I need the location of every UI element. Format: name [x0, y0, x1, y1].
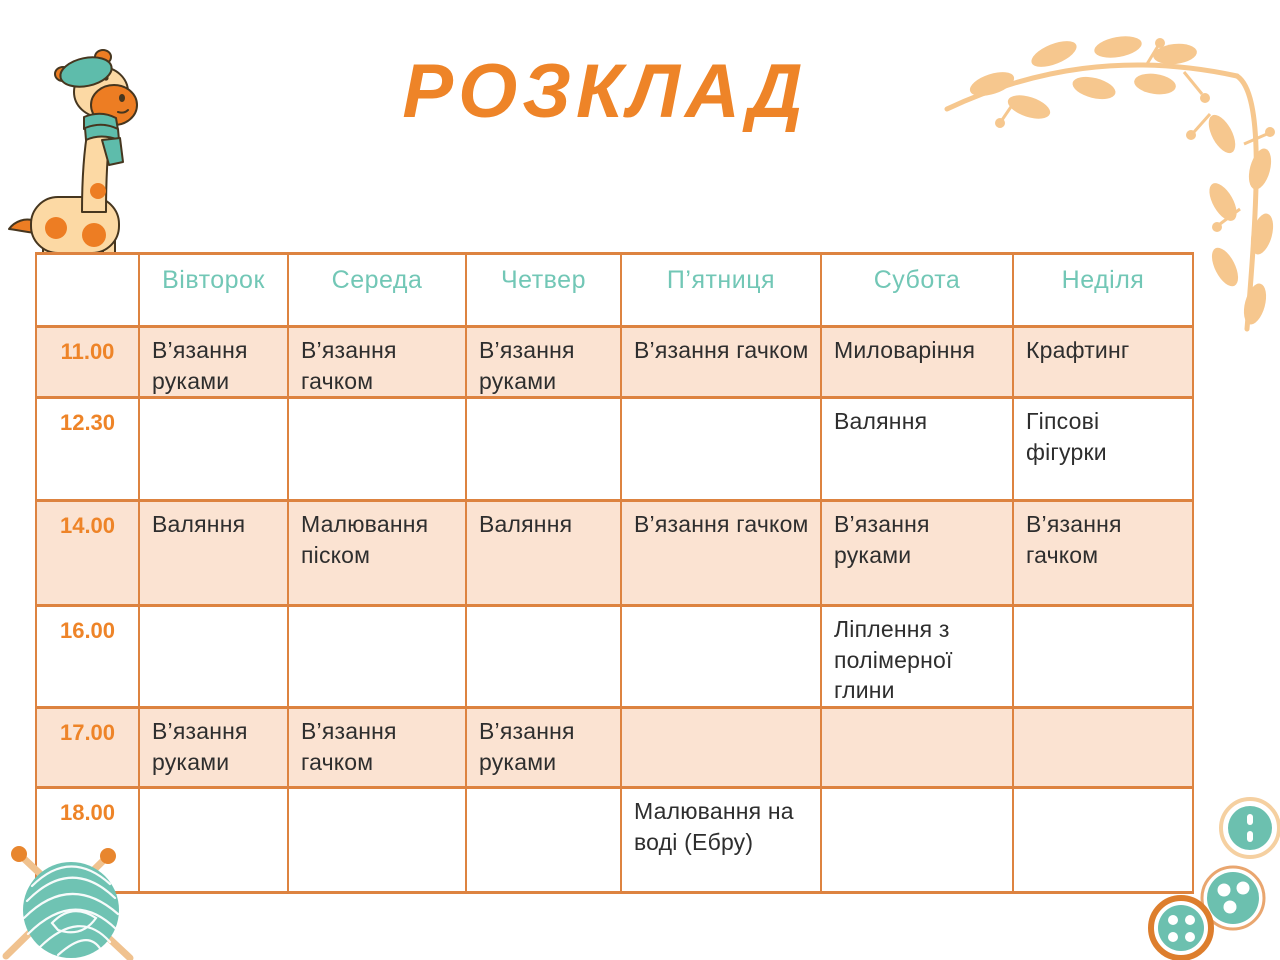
time-column-header: [36, 254, 139, 327]
schedule-body: [36, 327, 1193, 893]
time-label: 11.00: [36, 327, 139, 398]
day-header: Вівторок: [139, 254, 288, 327]
table-row: [36, 501, 1193, 606]
schedule-cell: Малювання піском: [288, 501, 466, 606]
schedule-cell: [466, 398, 621, 501]
day-header: Субота: [821, 254, 1013, 327]
schedule-cell: [621, 606, 821, 708]
day-header: Неділя: [1013, 254, 1193, 327]
buttons-icon: [1133, 790, 1280, 960]
schedule-table: [35, 252, 1194, 894]
time-label: 16.00: [36, 606, 139, 708]
schedule-cell: [139, 398, 288, 501]
schedule-cell: В’язання гачком: [621, 501, 821, 606]
schedule-cell: В’язання руками: [139, 327, 288, 398]
schedule-cell: [288, 606, 466, 708]
schedule-cell: [1013, 708, 1193, 788]
schedule-cell: В’язання руками: [466, 327, 621, 398]
schedule-cell: Миловаріння: [821, 327, 1013, 398]
schedule-cell: [139, 606, 288, 708]
time-label: 17.00: [36, 708, 139, 788]
day-header-row: [36, 254, 1193, 327]
schedule-cell: [288, 788, 466, 893]
schedule-cell: В’язання гачком: [288, 708, 466, 788]
table-row: [36, 788, 1193, 893]
schedule-cell: Гіпсові фігурки: [1013, 398, 1193, 501]
schedule-cell: Валяння: [139, 501, 288, 606]
table-row: [36, 708, 1193, 788]
schedule-cell: В’язання гачком: [288, 327, 466, 398]
time-label: 12.30: [36, 398, 139, 501]
day-header: Четвер: [466, 254, 621, 327]
schedule-cell: В’язання гачком: [621, 327, 821, 398]
schedule-cell: В’язання руками: [466, 708, 621, 788]
table-row: [36, 606, 1193, 708]
schedule-cell: [466, 788, 621, 893]
schedule-cell: В’язання руками: [821, 501, 1013, 606]
table-row: [36, 327, 1193, 398]
table-row: [36, 398, 1193, 501]
time-label: 18.00: [36, 788, 139, 893]
giraffe-icon: [6, 16, 156, 278]
schedule-cell: [621, 398, 821, 501]
schedule-cell: [1013, 606, 1193, 708]
schedule-cell: Валяння: [466, 501, 621, 606]
schedule-cell: Крафтинг: [1013, 327, 1193, 398]
yarn-ball-icon: [0, 828, 200, 960]
schedule-cell: [621, 708, 821, 788]
schedule-cell: [288, 398, 466, 501]
schedule-cell: [821, 708, 1013, 788]
schedule-cell: В’язання руками: [139, 708, 288, 788]
schedule-cell: Ліплення з полімерної глини: [821, 606, 1013, 708]
page-title: РОЗКЛАД: [402, 49, 808, 134]
schedule-cell: [821, 788, 1013, 893]
schedule-cell: В’язання гачком: [1013, 501, 1193, 606]
day-header: П’ятниця: [621, 254, 821, 327]
schedule-cell: Малювання на воді (Ебру): [621, 788, 821, 893]
schedule-cell: Валяння: [821, 398, 1013, 501]
day-header: Середа: [288, 254, 466, 327]
time-label: 14.00: [36, 501, 139, 606]
schedule-cell: [466, 606, 621, 708]
